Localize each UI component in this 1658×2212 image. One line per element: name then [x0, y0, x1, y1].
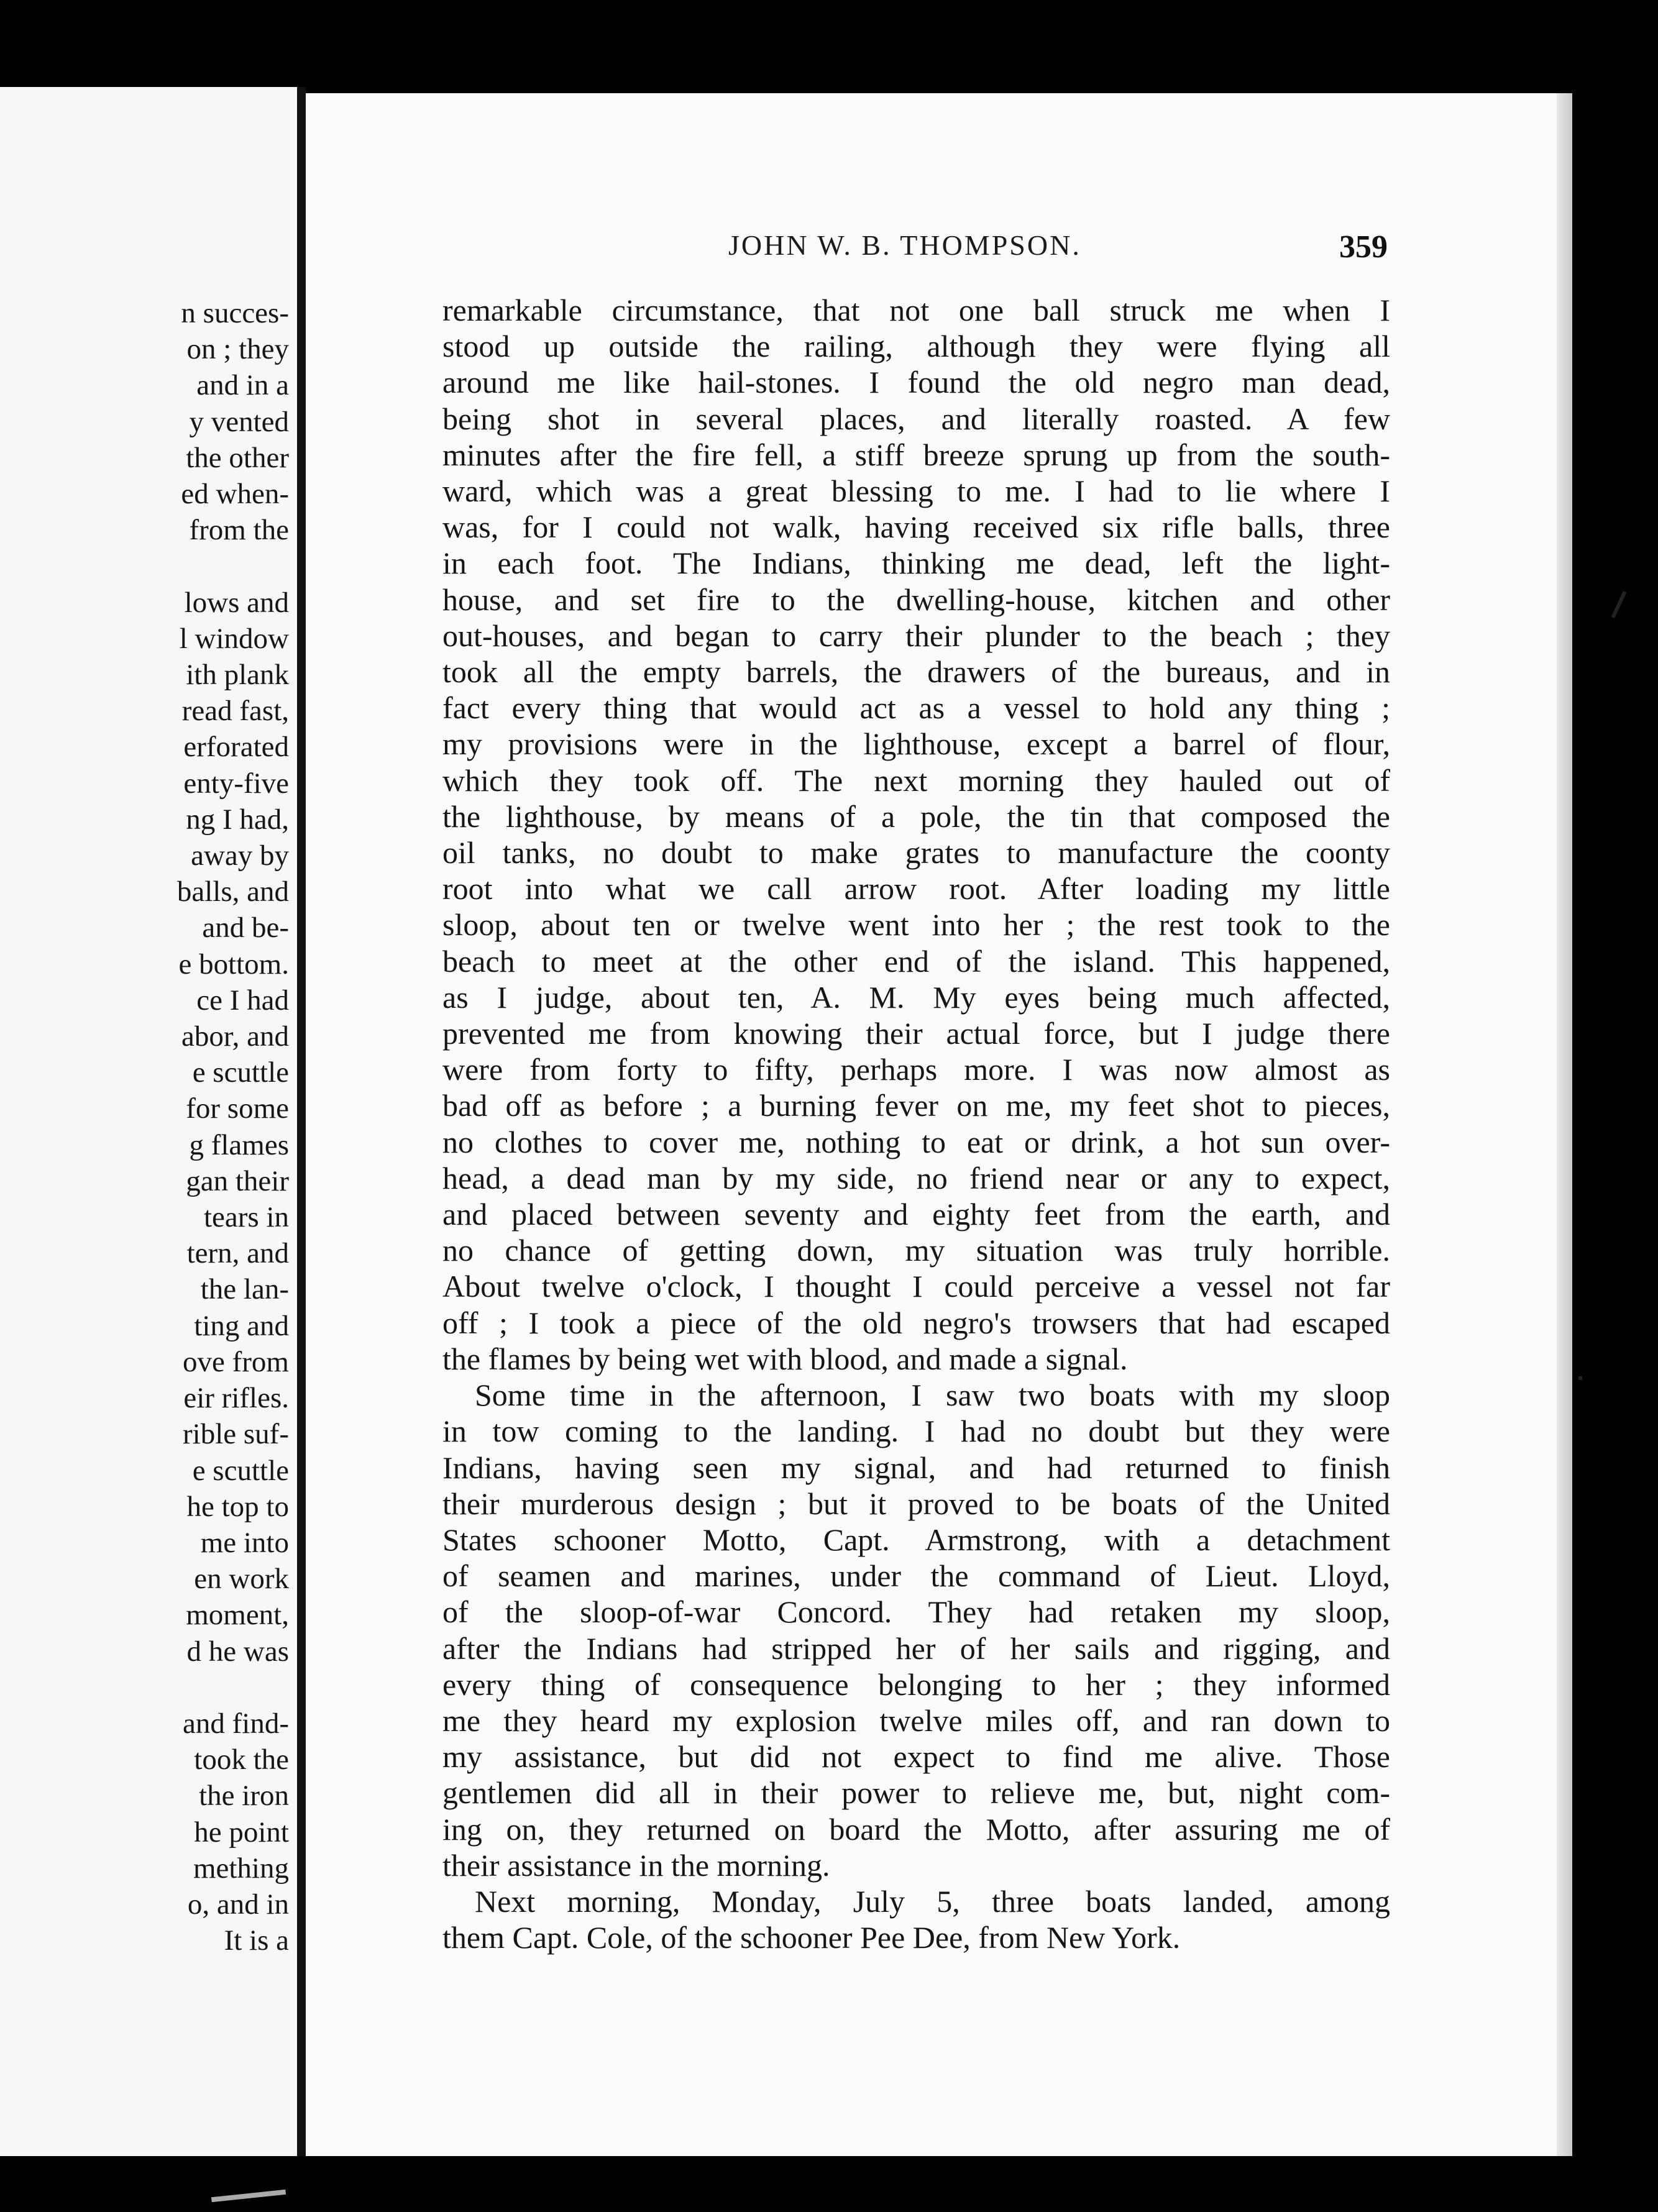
- left-page-line: e scuttle: [192, 1454, 289, 1487]
- body-text: [442, 292, 1390, 1955]
- left-page-line: lows and: [184, 586, 289, 619]
- left-page-line: It is a: [224, 1924, 289, 1957]
- text-line: being shot in several places, and literally roasted. A few: [442, 401, 1390, 436]
- text-line: in each foot. The Indians, thinking me dead, left the light-: [442, 546, 1390, 581]
- text-line: house, and set fire to the dwelling-house, kitchen and other: [442, 582, 1390, 617]
- text-line: them Capt. Cole, of the schooner Pee Dee, from New York.: [442, 1920, 1181, 1955]
- page-edge: [1557, 93, 1572, 2156]
- text-line: ing on, they returned on board the Motto, after assuring me of: [442, 1811, 1390, 1847]
- left-page-line: o, and in: [187, 1888, 289, 1921]
- text-line: root into what we call arrow root. After loading my little: [442, 871, 1390, 907]
- scan-speck: [1578, 1376, 1582, 1380]
- text-line: head, a dead man by my side, no friend near or any to expect,: [442, 1160, 1390, 1195]
- left-page-line: took the: [194, 1744, 289, 1776]
- left-page-line: for some: [186, 1092, 289, 1125]
- left-page-line: me into: [200, 1526, 289, 1559]
- left-page-line: rible suf-: [183, 1418, 289, 1451]
- text-line: fact every thing that would act as a vessel to hold any thing ;: [442, 690, 1390, 726]
- left-page-line: tern, and: [186, 1237, 289, 1270]
- left-page-text: [177, 295, 289, 1958]
- text-line: were from forty to fifty, perhaps more. I was now almost as: [442, 1052, 1390, 1087]
- text-line: me they heard my explosion twelve miles off, and ran down to: [442, 1702, 1390, 1738]
- text-line: their murderous design ; but it proved to be boats of the United: [442, 1486, 1390, 1521]
- text-line: oil tanks, no doubt to make grates to manufacture the coonty: [442, 835, 1390, 871]
- left-page-line: he point: [194, 1816, 289, 1849]
- left-page-line: tears in: [203, 1201, 289, 1234]
- text-line: stood up outside the railing, although they were flying all: [442, 329, 1390, 364]
- left-page-line: balls, and: [176, 875, 289, 908]
- left-page-line: e bottom.: [178, 948, 289, 980]
- text-line: no clothes to cover me, nothing to eat or drink, a hot sun over-: [442, 1124, 1390, 1159]
- left-page-line: enty-five: [183, 767, 289, 800]
- text-line: my provisions were in the lighthouse, except a barrel of flour,: [442, 726, 1390, 762]
- left-page-line: gan their: [186, 1164, 289, 1197]
- text-line: of seamen and marines, under the command of Lieut. Lloyd,: [442, 1558, 1390, 1594]
- text-line: no chance of getting down, my situation was truly horrible.: [442, 1233, 1390, 1268]
- left-page-line: ting and: [194, 1309, 289, 1342]
- text-line: gentlemen did all in their power to relieve me, but, night com-: [442, 1775, 1390, 1811]
- text-line: every thing of consequence belonging to her ; they informed: [442, 1666, 1390, 1702]
- left-page-line: and in a: [196, 369, 289, 402]
- left-page-line: erforated: [183, 731, 289, 764]
- left-page-line: mething: [193, 1852, 289, 1885]
- text-line: remarkable circumstance, that not one ball struck me when I: [442, 293, 1390, 327]
- text-line: Indians, having seen my signal, and had returned to finish: [442, 1450, 1390, 1485]
- scan-speck: [1611, 591, 1627, 618]
- text-line: the lighthouse, by means of a pole, the tin that composed the: [442, 798, 1390, 834]
- left-page-line: the iron: [199, 1780, 289, 1812]
- running-head: JOHN W. B. THOMPSON.: [728, 229, 1081, 261]
- text-line: Some time in the afternoon, I saw two boats with my sloop: [475, 1378, 1390, 1413]
- left-page-line: from the: [189, 514, 289, 547]
- text-line: as I judge, about ten, A. M. My eyes being much affected,: [442, 979, 1390, 1015]
- left-page-line: d he was: [186, 1635, 289, 1668]
- text-line: bad off as before ; a burning fever on me, my feet shot to pieces,: [442, 1088, 1390, 1123]
- text-line: which they took off. The next morning they hauled out of: [442, 762, 1390, 798]
- page-number: 359: [1339, 229, 1388, 265]
- paragraph: [442, 1377, 1390, 1883]
- text-line: off ; I took a piece of the old negro's trowsers that had escaped: [442, 1305, 1390, 1340]
- scan-speck: [211, 2190, 286, 2202]
- text-line: after the Indians had stripped her of her sails and rigging, and: [442, 1630, 1390, 1666]
- left-page-line: eir rifles.: [183, 1382, 289, 1415]
- left-page-line: ng I had,: [186, 803, 289, 836]
- left-page-line: moment,: [186, 1599, 289, 1632]
- left-page-line: y vented: [189, 405, 289, 438]
- left-page-line: n succes-: [181, 297, 289, 329]
- text-line: took all the empty barrels, the drawers of the bureaus, and in: [442, 654, 1390, 690]
- text-line: About twelve o'clock, I thought I could perceive a vessel not far: [442, 1269, 1390, 1304]
- left-page-line: read fast,: [181, 695, 289, 728]
- text-line: Next morning, Monday, July 5, three boats landed, among: [475, 1883, 1390, 1919]
- left-page-line: l window: [179, 622, 289, 655]
- left-page-line: on ; they: [186, 333, 289, 366]
- text-line: States schooner Motto, Capt. Armstrong, with a detachment: [442, 1522, 1390, 1557]
- left-page-line: and find-: [183, 1707, 289, 1740]
- left-page-line: [177, 548, 289, 584]
- left-page-line: ce I had: [196, 984, 289, 1017]
- text-line: around me like hail-stones. I found the old negro man dead,: [442, 365, 1390, 400]
- left-page-line: and be-: [202, 912, 289, 944]
- text-line: prevented me from knowing their actual force, but I judge there: [442, 1016, 1390, 1051]
- text-line: out-houses, and began to carry their plunder to the beach ; they: [442, 618, 1390, 653]
- left-page-line: e scuttle: [192, 1056, 289, 1089]
- text-line: minutes after the fire fell, a stiff breeze sprung up from the south-: [442, 437, 1390, 472]
- text-line: ward, which was a great blessing to me. I had to lie where I: [442, 473, 1390, 509]
- left-page-fragment: [0, 87, 301, 2156]
- left-page-line: ove from: [183, 1345, 289, 1378]
- text-line: my assistance, but did not expect to find me alive. Those: [442, 1739, 1390, 1775]
- text-line: beach to meet at the other end of the island. This happened,: [442, 943, 1390, 979]
- paragraph: [442, 292, 1390, 1377]
- left-page-line: abor, and: [181, 1020, 289, 1053]
- left-page-line: away by: [191, 839, 289, 872]
- text-line: sloop, about ten or twelve went into her ; the rest took to the: [442, 907, 1390, 943]
- left-page-line: en work: [194, 1563, 289, 1596]
- paragraph: [442, 1883, 1390, 1955]
- text-line: in tow coming to the landing. I had no doubt but they were: [442, 1414, 1390, 1449]
- left-page-line: he top to: [186, 1490, 289, 1523]
- left-page-line: g flames: [189, 1128, 289, 1161]
- text-line: and placed between seventy and eighty feet from the earth, and: [442, 1197, 1390, 1232]
- left-page-line: [177, 1670, 289, 1706]
- text-line: the flames by being wet with blood, and made a signal.: [442, 1341, 1128, 1376]
- text-line: their assistance in the morning.: [442, 1847, 830, 1883]
- text-line: was, for I could not walk, having received six rifle balls, three: [442, 510, 1390, 545]
- text-line: of the sloop-of-war Concord. They had retaken my sloop,: [442, 1594, 1390, 1630]
- book-gutter: [297, 87, 306, 2156]
- left-page-line: the lan-: [200, 1273, 289, 1306]
- left-page-line: ith plank: [186, 659, 289, 692]
- left-page-line: ed when-: [181, 478, 289, 511]
- left-page-line: the other: [186, 441, 289, 474]
